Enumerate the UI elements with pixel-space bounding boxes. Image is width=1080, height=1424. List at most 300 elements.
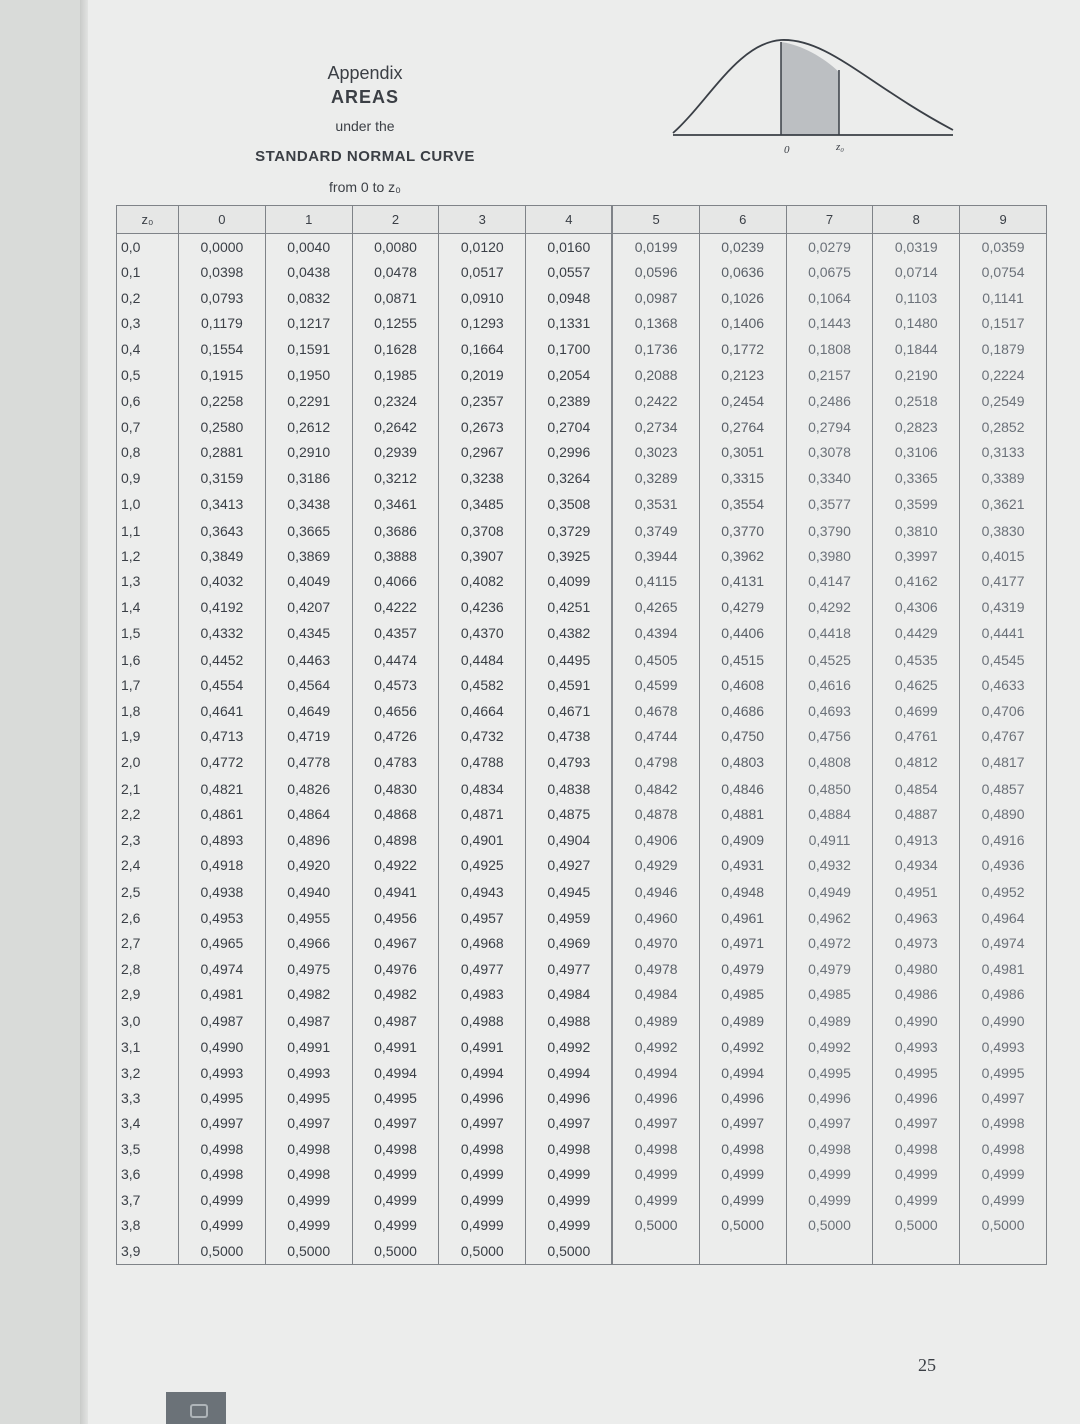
area-cell: 0,4686 xyxy=(699,698,786,723)
area-cell: 0,1141 xyxy=(960,285,1047,310)
area-cell: 0,4999 xyxy=(873,1187,960,1212)
label-zero: 0 xyxy=(784,144,790,156)
area-cell: 0,4713 xyxy=(179,723,266,748)
table-row xyxy=(117,931,1047,956)
area-cell: 0,0080 xyxy=(352,234,439,260)
area-cell: 0,4788 xyxy=(439,749,526,776)
area-cell: 0,3770 xyxy=(699,518,786,543)
area-cell: 0,3980 xyxy=(786,543,873,568)
area-cell: 0,4984 xyxy=(526,982,613,1007)
area-cell: 0,4960 xyxy=(612,905,699,930)
area-cell: 0,4162 xyxy=(873,569,960,594)
area-cell: 0,2019 xyxy=(439,361,526,388)
area-cell: 0,3888 xyxy=(352,543,439,568)
area-cell: 0,4115 xyxy=(612,569,699,594)
area-cell: 0,4991 xyxy=(265,1034,352,1059)
area-cell: 0,2823 xyxy=(873,414,960,439)
area-cell: 0,4906 xyxy=(612,827,699,852)
z-value-cell: 3,9 xyxy=(117,1238,179,1265)
area-cell: 0,4838 xyxy=(526,776,613,801)
area-cell: 0,4484 xyxy=(439,647,526,672)
table-row xyxy=(117,878,1047,905)
area-cell: 0,4957 xyxy=(439,905,526,930)
area-cell: 0,4222 xyxy=(352,594,439,619)
area-cell: 0,4032 xyxy=(179,569,266,594)
header-z0: z₀ xyxy=(117,206,179,234)
area-cell: 0,0832 xyxy=(265,285,352,310)
area-cell: 0,4999 xyxy=(699,1162,786,1187)
area-cell: 0,4987 xyxy=(265,1007,352,1034)
normal-distribution-table xyxy=(116,205,1047,1265)
area-cell: 0,4192 xyxy=(179,594,266,619)
area-cell: 0,3078 xyxy=(786,440,873,465)
area-cell: 0,0910 xyxy=(439,285,526,310)
area-cell: 0,4938 xyxy=(179,878,266,905)
area-cell: 0,4236 xyxy=(439,594,526,619)
area-cell: 0,4989 xyxy=(612,1007,699,1034)
title-from-range: from 0 to z₀ xyxy=(329,179,401,195)
area-cell: 0,1628 xyxy=(352,336,439,361)
table-row xyxy=(117,956,1047,981)
area-cell: 0,3962 xyxy=(699,543,786,568)
area-cell: 0,5000 xyxy=(960,1213,1047,1238)
area-cell: 0,3413 xyxy=(179,491,266,518)
area-cell: 0,4999 xyxy=(352,1213,439,1238)
area-cell: 0,4977 xyxy=(526,956,613,981)
area-cell: 0,1915 xyxy=(179,361,266,388)
area-cell: 0,3643 xyxy=(179,518,266,543)
area-cell: 0,4099 xyxy=(526,569,613,594)
area-cell: 0,4495 xyxy=(526,647,613,672)
table-row xyxy=(117,361,1047,388)
area-cell: 0,4854 xyxy=(873,776,960,801)
table-row xyxy=(117,1238,1047,1265)
area-cell: 0,4999 xyxy=(873,1162,960,1187)
area-cell: 0,4893 xyxy=(179,827,266,852)
area-cell: 0,3599 xyxy=(873,491,960,518)
area-cell: 0,4934 xyxy=(873,852,960,877)
area-cell: 0,4995 xyxy=(352,1085,439,1110)
area-cell: 0,3186 xyxy=(265,465,352,490)
area-cell: 0,4999 xyxy=(439,1162,526,1187)
table-row xyxy=(117,1213,1047,1238)
area-cell: 0,1255 xyxy=(352,310,439,335)
area-cell: 0,4830 xyxy=(352,776,439,801)
area-cell: 0,1480 xyxy=(873,310,960,335)
area-cell: 0,4306 xyxy=(873,594,960,619)
area-cell: 0,4370 xyxy=(439,620,526,647)
table-row xyxy=(117,905,1047,930)
area-cell: 0,4994 xyxy=(699,1060,786,1085)
area-cell: 0,0319 xyxy=(873,234,960,260)
area-cell: 0,4357 xyxy=(352,620,439,647)
area-cell: 0,4147 xyxy=(786,569,873,594)
area-cell: 0,4929 xyxy=(612,852,699,877)
area-cell: 0,3621 xyxy=(960,491,1047,518)
area-cell: 0,4995 xyxy=(873,1060,960,1085)
area-cell: 0,4989 xyxy=(699,1007,786,1034)
header-col-2: 2 xyxy=(352,206,439,234)
area-cell: 0,0398 xyxy=(179,260,266,285)
area-cell: 0,4207 xyxy=(265,594,352,619)
area-cell: 0,4817 xyxy=(960,749,1047,776)
z-value-cell: 2,6 xyxy=(117,905,179,930)
area-cell: 0,3790 xyxy=(786,518,873,543)
area-cell: 0,1950 xyxy=(265,361,352,388)
area-cell: 0,4961 xyxy=(699,905,786,930)
area-cell: 0,4941 xyxy=(352,878,439,905)
area-cell: 0,1985 xyxy=(352,361,439,388)
area-cell: 0,0199 xyxy=(612,234,699,260)
z-value-cell: 0,0 xyxy=(117,234,179,260)
z-value-cell: 0,6 xyxy=(117,389,179,414)
area-cell: 0,4664 xyxy=(439,698,526,723)
area-cell: 0,4967 xyxy=(352,931,439,956)
area-cell: 0,4966 xyxy=(265,931,352,956)
area-cell: 0,2764 xyxy=(699,414,786,439)
area-cell: 0,1808 xyxy=(786,336,873,361)
area-cell: 0,4999 xyxy=(960,1187,1047,1212)
area-cell: 0,4918 xyxy=(179,852,266,877)
area-cell: 0,3023 xyxy=(612,440,699,465)
area-cell: 0,4992 xyxy=(612,1034,699,1059)
table-row xyxy=(117,672,1047,697)
area-cell: 0,4991 xyxy=(439,1034,526,1059)
area-cell: 0,0438 xyxy=(265,260,352,285)
area-cell: 0,4998 xyxy=(265,1162,352,1187)
area-cell: 0,4963 xyxy=(873,905,960,930)
area-cell: 0,4251 xyxy=(526,594,613,619)
area-cell: 0,4890 xyxy=(960,802,1047,827)
header-col-9: 9 xyxy=(960,206,1047,234)
area-cell: 0,4997 xyxy=(526,1111,613,1136)
area-cell: 0,4999 xyxy=(179,1187,266,1212)
area-cell: 0,2852 xyxy=(960,414,1047,439)
area-cell: 0,4922 xyxy=(352,852,439,877)
area-cell: 0,4998 xyxy=(873,1136,960,1161)
table-header-row xyxy=(117,206,1047,234)
area-cell: 0,0040 xyxy=(265,234,352,260)
area-cell: 0,0359 xyxy=(960,234,1047,260)
area-cell: 0,4406 xyxy=(699,620,786,647)
area-cell: 0,4981 xyxy=(960,956,1047,981)
header-col-0: 0 xyxy=(179,206,266,234)
area-cell: 0,2486 xyxy=(786,389,873,414)
header-col-1: 1 xyxy=(265,206,352,234)
area-cell: 0,3665 xyxy=(265,518,352,543)
table-row xyxy=(117,594,1047,619)
area-cell: 0,4582 xyxy=(439,672,526,697)
area-cell: 0,4699 xyxy=(873,698,960,723)
z-value-cell: 3,7 xyxy=(117,1187,179,1212)
area-cell xyxy=(873,1238,960,1265)
area-cell: 0,3315 xyxy=(699,465,786,490)
area-cell: 0,2580 xyxy=(179,414,266,439)
z-value-cell: 2,3 xyxy=(117,827,179,852)
area-cell: 0,4131 xyxy=(699,569,786,594)
normal-curve-figure xyxy=(668,30,958,160)
area-cell: 0,3907 xyxy=(439,543,526,568)
area-cell: 0,3289 xyxy=(612,465,699,490)
area-cell: 0,4535 xyxy=(873,647,960,672)
area-cell: 0,1879 xyxy=(960,336,1047,361)
area-cell: 0,4608 xyxy=(699,672,786,697)
area-cell: 0,2939 xyxy=(352,440,439,465)
area-cell: 0,4850 xyxy=(786,776,873,801)
area-cell: 0,0239 xyxy=(699,234,786,260)
area-cell: 0,4319 xyxy=(960,594,1047,619)
area-cell: 0,4625 xyxy=(873,672,960,697)
z-value-cell: 2,9 xyxy=(117,982,179,1007)
area-cell: 0,4998 xyxy=(699,1136,786,1161)
area-cell: 0,1736 xyxy=(612,336,699,361)
area-cell: 0,2642 xyxy=(352,414,439,439)
area-cell: 0,4932 xyxy=(786,852,873,877)
area-cell: 0,1844 xyxy=(873,336,960,361)
table-row xyxy=(117,1007,1047,1034)
area-cell: 0,4969 xyxy=(526,931,613,956)
shaded-area xyxy=(781,42,839,135)
area-cell: 0,4656 xyxy=(352,698,439,723)
table-row xyxy=(117,389,1047,414)
area-cell: 0,2673 xyxy=(439,414,526,439)
area-cell: 0,4997 xyxy=(179,1111,266,1136)
area-cell: 0,2734 xyxy=(612,414,699,439)
z-value-cell: 2,1 xyxy=(117,776,179,801)
area-cell: 0,4875 xyxy=(526,802,613,827)
area-cell: 0,4719 xyxy=(265,723,352,748)
area-cell: 0,4881 xyxy=(699,802,786,827)
area-cell: 0,4633 xyxy=(960,672,1047,697)
area-cell: 0,4974 xyxy=(960,931,1047,956)
area-cell: 0,5000 xyxy=(265,1238,352,1265)
z-value-cell: 0,3 xyxy=(117,310,179,335)
area-cell: 0,4452 xyxy=(179,647,266,672)
area-cell: 0,4909 xyxy=(699,827,786,852)
area-cell: 0,4706 xyxy=(960,698,1047,723)
z-value-cell: 2,5 xyxy=(117,878,179,905)
area-cell: 0,4989 xyxy=(786,1007,873,1034)
area-cell: 0,4887 xyxy=(873,802,960,827)
area-cell: 0,2996 xyxy=(526,440,613,465)
area-cell: 0,4599 xyxy=(612,672,699,697)
area-cell: 0,4999 xyxy=(960,1162,1047,1187)
area-cell: 0,4975 xyxy=(265,956,352,981)
table-row xyxy=(117,518,1047,543)
area-cell: 0,4998 xyxy=(265,1136,352,1161)
z-value-cell: 1,1 xyxy=(117,518,179,543)
area-cell: 0,4744 xyxy=(612,723,699,748)
area-cell: 0,4999 xyxy=(439,1187,526,1212)
area-cell: 0,4999 xyxy=(265,1187,352,1212)
area-cell: 0,4972 xyxy=(786,931,873,956)
table-row xyxy=(117,647,1047,672)
area-cell: 0,4976 xyxy=(352,956,439,981)
label-z0: z₀ xyxy=(836,141,845,153)
area-cell: 0,1064 xyxy=(786,285,873,310)
area-cell: 0,3264 xyxy=(526,465,613,490)
area-cell: 0,4997 xyxy=(265,1111,352,1136)
area-cell: 0,4515 xyxy=(699,647,786,672)
area-cell: 0,4864 xyxy=(265,802,352,827)
area-cell: 0,4812 xyxy=(873,749,960,776)
area-cell: 0,3485 xyxy=(439,491,526,518)
area-cell: 0,4993 xyxy=(179,1060,266,1085)
page-number: 25 xyxy=(918,1355,936,1375)
table-row xyxy=(117,827,1047,852)
area-cell: 0,4767 xyxy=(960,723,1047,748)
area-cell: 0,4345 xyxy=(265,620,352,647)
area-cell: 0,3508 xyxy=(526,491,613,518)
table-row xyxy=(117,982,1047,1007)
area-cell: 0,2704 xyxy=(526,414,613,439)
area-cell: 0,4996 xyxy=(786,1085,873,1110)
area-cell xyxy=(786,1238,873,1265)
area-cell: 0,4988 xyxy=(439,1007,526,1034)
area-cell: 0,4993 xyxy=(265,1060,352,1085)
z-value-cell: 1,5 xyxy=(117,620,179,647)
area-cell: 0,4826 xyxy=(265,776,352,801)
area-cell: 0,4964 xyxy=(960,905,1047,930)
header-col-3: 3 xyxy=(439,206,526,234)
area-cell: 0,4990 xyxy=(960,1007,1047,1034)
z-value-cell: 1,8 xyxy=(117,698,179,723)
area-cell: 0,4901 xyxy=(439,827,526,852)
area-cell: 0,4996 xyxy=(612,1085,699,1110)
area-cell: 0,3925 xyxy=(526,543,613,568)
area-cell: 0,2357 xyxy=(439,389,526,414)
area-cell: 0,4868 xyxy=(352,802,439,827)
area-cell: 0,2794 xyxy=(786,414,873,439)
area-cell: 0,2088 xyxy=(612,361,699,388)
area-cell: 0,1406 xyxy=(699,310,786,335)
table-row xyxy=(117,1187,1047,1212)
area-cell: 0,4463 xyxy=(265,647,352,672)
area-cell: 0,4778 xyxy=(265,749,352,776)
area-cell: 0,2224 xyxy=(960,361,1047,388)
area-cell: 0,1700 xyxy=(526,336,613,361)
z-value-cell: 0,8 xyxy=(117,440,179,465)
area-cell: 0,4994 xyxy=(612,1060,699,1085)
area-cell: 0,4821 xyxy=(179,776,266,801)
area-cell: 0,4678 xyxy=(612,698,699,723)
area-cell: 0,4999 xyxy=(526,1187,613,1212)
area-cell: 0,4986 xyxy=(960,982,1047,1007)
area-cell: 0,1772 xyxy=(699,336,786,361)
area-cell: 0,4726 xyxy=(352,723,439,748)
z-value-cell: 1,2 xyxy=(117,543,179,568)
area-cell: 0,5000 xyxy=(786,1213,873,1238)
area-cell: 0,1517 xyxy=(960,310,1047,335)
area-cell xyxy=(612,1238,699,1265)
area-cell: 0,4952 xyxy=(960,878,1047,905)
z-value-cell: 2,7 xyxy=(117,931,179,956)
area-cell: 0,3830 xyxy=(960,518,1047,543)
area-cell: 0,4996 xyxy=(526,1085,613,1110)
area-cell: 0,4015 xyxy=(960,543,1047,568)
area-cell: 0,4978 xyxy=(612,956,699,981)
area-cell: 0,4573 xyxy=(352,672,439,697)
area-cell: 0,4920 xyxy=(265,852,352,877)
area-cell: 0,4641 xyxy=(179,698,266,723)
area-cell: 0,4997 xyxy=(612,1111,699,1136)
area-cell: 0,4940 xyxy=(265,878,352,905)
area-cell: 0,4992 xyxy=(526,1034,613,1059)
area-cell: 0,0596 xyxy=(612,260,699,285)
area-cell: 0,4974 xyxy=(179,956,266,981)
area-cell: 0,3577 xyxy=(786,491,873,518)
area-cell: 0,4990 xyxy=(873,1007,960,1034)
table-row xyxy=(117,465,1047,490)
area-cell: 0,4564 xyxy=(265,672,352,697)
area-cell: 0,4842 xyxy=(612,776,699,801)
z-value-cell: 0,5 xyxy=(117,361,179,388)
area-cell: 0,0478 xyxy=(352,260,439,285)
area-cell: 0,4994 xyxy=(439,1060,526,1085)
area-cell: 0,5000 xyxy=(179,1238,266,1265)
area-cell: 0,4693 xyxy=(786,698,873,723)
corner-device xyxy=(166,1392,226,1424)
area-cell: 0,3686 xyxy=(352,518,439,543)
area-cell: 0,4861 xyxy=(179,802,266,827)
z-value-cell: 1,6 xyxy=(117,647,179,672)
area-cell: 0,4987 xyxy=(352,1007,439,1034)
area-cell: 0,4871 xyxy=(439,802,526,827)
area-cell: 0,0000 xyxy=(179,234,266,260)
area-cell: 0,4591 xyxy=(526,672,613,697)
area-cell: 0,4995 xyxy=(179,1085,266,1110)
area-cell: 0,4951 xyxy=(873,878,960,905)
area-cell: 0,0714 xyxy=(873,260,960,285)
area-cell: 0,3849 xyxy=(179,543,266,568)
z-value-cell: 1,7 xyxy=(117,672,179,697)
area-cell: 0,4997 xyxy=(439,1111,526,1136)
area-cell: 0,4525 xyxy=(786,647,873,672)
header-col-6: 6 xyxy=(699,206,786,234)
area-cell: 0,0987 xyxy=(612,285,699,310)
area-cell: 0,3729 xyxy=(526,518,613,543)
area-cell: 0,5000 xyxy=(439,1238,526,1265)
z-value-cell: 0,7 xyxy=(117,414,179,439)
area-cell: 0,4999 xyxy=(439,1213,526,1238)
area-cell: 0,2612 xyxy=(265,414,352,439)
area-cell: 0,1443 xyxy=(786,310,873,335)
area-cell: 0,2518 xyxy=(873,389,960,414)
area-cell: 0,1179 xyxy=(179,310,266,335)
table-row xyxy=(117,1136,1047,1161)
area-cell: 0,4995 xyxy=(265,1085,352,1110)
area-cell: 0,4997 xyxy=(786,1111,873,1136)
area-cell: 0,0636 xyxy=(699,260,786,285)
area-cell: 0,4962 xyxy=(786,905,873,930)
area-cell: 0,4846 xyxy=(699,776,786,801)
table-row xyxy=(117,1111,1047,1136)
area-cell xyxy=(699,1238,786,1265)
area-cell: 0,4995 xyxy=(960,1060,1047,1085)
area-cell: 0,4999 xyxy=(352,1187,439,1212)
area-cell: 0,4990 xyxy=(179,1034,266,1059)
area-cell: 0,2967 xyxy=(439,440,526,465)
area-cell: 0,4066 xyxy=(352,569,439,594)
area-cell: 0,4429 xyxy=(873,620,960,647)
area-cell: 0,4946 xyxy=(612,878,699,905)
z-value-cell: 0,4 xyxy=(117,336,179,361)
table-body xyxy=(117,234,1047,1265)
table-row xyxy=(117,1085,1047,1110)
area-cell: 0,4916 xyxy=(960,827,1047,852)
table-row xyxy=(117,1060,1047,1085)
area-cell: 0,5000 xyxy=(526,1238,613,1265)
